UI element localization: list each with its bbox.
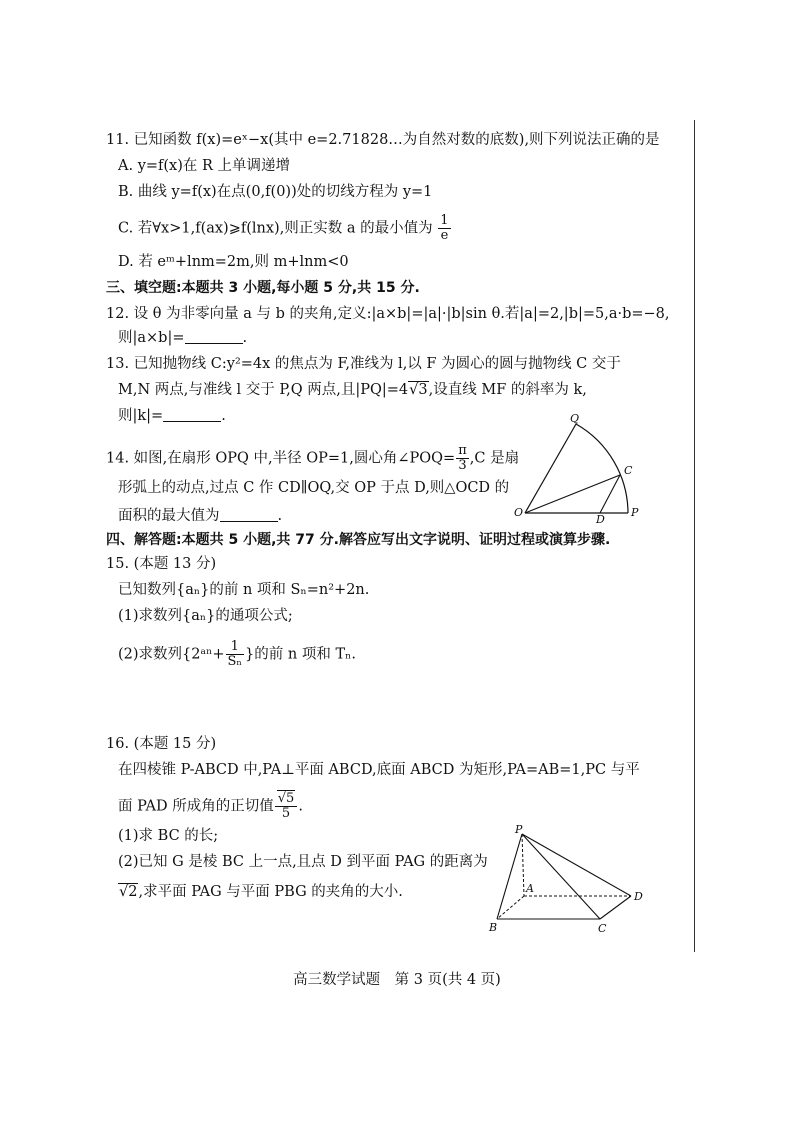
sqrt-two: √2 [119,884,138,900]
q11-option-d: D. 若 eᵐ+lnm=2m,则 m+lnm<0 [118,254,349,270]
q15-part2 [118,640,356,669]
q11-option-c [118,214,452,243]
edge-cd [600,896,631,919]
q14-line1-tail: ,C 是扇 [469,450,520,467]
q16-part1: (1)求 BC 的长; [118,828,219,844]
label-d: D [596,513,605,525]
edge-pc [522,834,600,919]
q16-part2-line1: (2)已知 G 是棱 BC 上一点,且点 D 到平面 PAG 的距离为 [118,854,488,870]
q15-part2-text: (2)求数列{2ᵃⁿ+ [118,646,225,663]
fraction-denominator: Sₙ [227,654,243,669]
answer-blank [163,407,221,422]
section-4-heading: 四、解答题:本题共 5 小题,共 77 分.解答应写出文字说明、证明过程或演算步骤. [106,532,611,548]
pyramid-figure [484,824,644,936]
q16-part2-line2-text: ,求平面 PAG 与平面 PBG 的夹角的大小. [138,884,403,900]
fraction-numerator: 1 [226,640,245,655]
page-footer: 高三数学试题 第 3 页(共 4 页) [293,972,501,988]
answer-blank [185,329,243,344]
q12-line2-text: 则|a×b|= [118,330,185,346]
segment-oc [525,475,620,513]
sector-figure [510,410,660,525]
answer-blank [220,507,278,522]
fraction-denominator: 3 [458,458,467,473]
sqrt5-over-5 [275,792,298,821]
q16-line2-tail: . [298,798,303,815]
q11-option-c-text: C. 若∀x>1,f(ax)⩾f(lnx),则正实数 a 的最小值为 [118,220,433,237]
label-a: A [526,882,534,895]
fraction-numerator: 1 [440,213,449,228]
sector-radius-oq [525,424,576,513]
q16-line1: 在四棱锥 P-ABCD 中,PA⊥平面 ABCD,底面 ABCD 为矩形,PA=AB=1,PC 与平 [118,762,640,778]
q11-option-c-fraction [438,214,450,243]
q13-line2-tail: ,设直线 MF 的斜率为 k, [428,382,587,398]
q14-line2: 形弧上的动点,过点 C 作 CD∥OQ,交 OP 于点 D,则△OCD 的 [118,480,510,496]
label-b: B [489,921,498,934]
edge-ab [497,896,524,919]
q12-line1: 12. 设 θ 为非零向量 a 与 b 的夹角,定义:|a×b|=|a|·|b|sin θ.若|a|=2,|b|=5,a·b=−8, [106,306,670,322]
q11-option-b: B. 曲线 y=f(x)在点(0,f(0))处的切线方程为 y=1 [118,184,433,200]
q12-line2: 则|a×b|= . [118,330,248,346]
q16-line2 [118,792,303,821]
q15-part2-tail: }的前 n 项和 Tₙ. [245,646,356,663]
q15-fraction [226,640,245,669]
q13-line2 [118,380,587,400]
sqrt-radicand: 3 [418,382,428,398]
q13-line1: 13. 已知抛物线 C:y²=4x 的焦点为 F,准线为 l,以 F 为圆心的圆与抛物线 C 交于 [106,356,621,372]
segment-cd [600,475,620,513]
q16-line2-text: 面 PAD 所成角的正切值 [118,798,274,815]
edge-pd [522,834,631,896]
q14-line3-text: 面积的最大值为 [118,508,220,524]
q13-line2-text: M,N 两点,与准线 l 交于 P,Q 两点,且|PQ|=4 [118,382,409,398]
q14-line1-text: 14. 如图,在扇形 OPQ 中,半径 OP=1,圆心角∠POQ= [106,450,456,467]
label-q: Q [570,412,580,425]
label-o: O [514,506,524,519]
q16-heading: 16. (本题 15 分) [106,736,217,752]
q11-stem: 11. 已知函数 f(x)=eˣ−x(其中 e=2.71828…为自然对数的底数),则下列说法正确的是 [106,132,660,148]
sqrt-three: √3 [409,382,428,398]
q13-line3-text: 则|k|= [118,408,164,424]
label-d: D [634,890,643,903]
label-c: C [624,464,633,477]
label-c: C [598,922,607,935]
edge-pa [522,834,524,896]
q14-line3-end: . [277,508,283,524]
fraction-denominator: e [440,228,449,243]
q15-line1: 已知数列{aₙ}的前 n 项和 Sₙ=n²+2n. [118,582,370,598]
label-p: P [515,824,523,836]
q15-heading: 15. (本题 13 分) [106,556,217,572]
q15-part1: (1)求数列{aₙ}的通项公式; [118,608,293,624]
fraction-denominator: 5 [281,806,291,821]
section-3-heading: 三、填空题:本题共 3 小题,每小题 5 分,共 15 分. [106,280,420,296]
label-p: P [631,506,639,519]
edge-pb [497,834,522,919]
q11-option-a: A. y=f(x)在 R 上单调递增 [118,158,291,174]
q16-part2-line2 [118,882,403,902]
pi-over-three [456,444,469,473]
q14-line1 [106,444,519,473]
fraction-numerator: π [458,443,467,458]
margin-rule [694,120,695,952]
sqrt-radicand: 2 [128,884,138,900]
q13-line3: 则|k|= . [118,408,226,424]
sqrt-radicand: 5 [286,791,295,806]
fraction-numerator: √5 [275,792,298,807]
q14-line3 [118,506,282,526]
sector-arc [576,424,628,513]
